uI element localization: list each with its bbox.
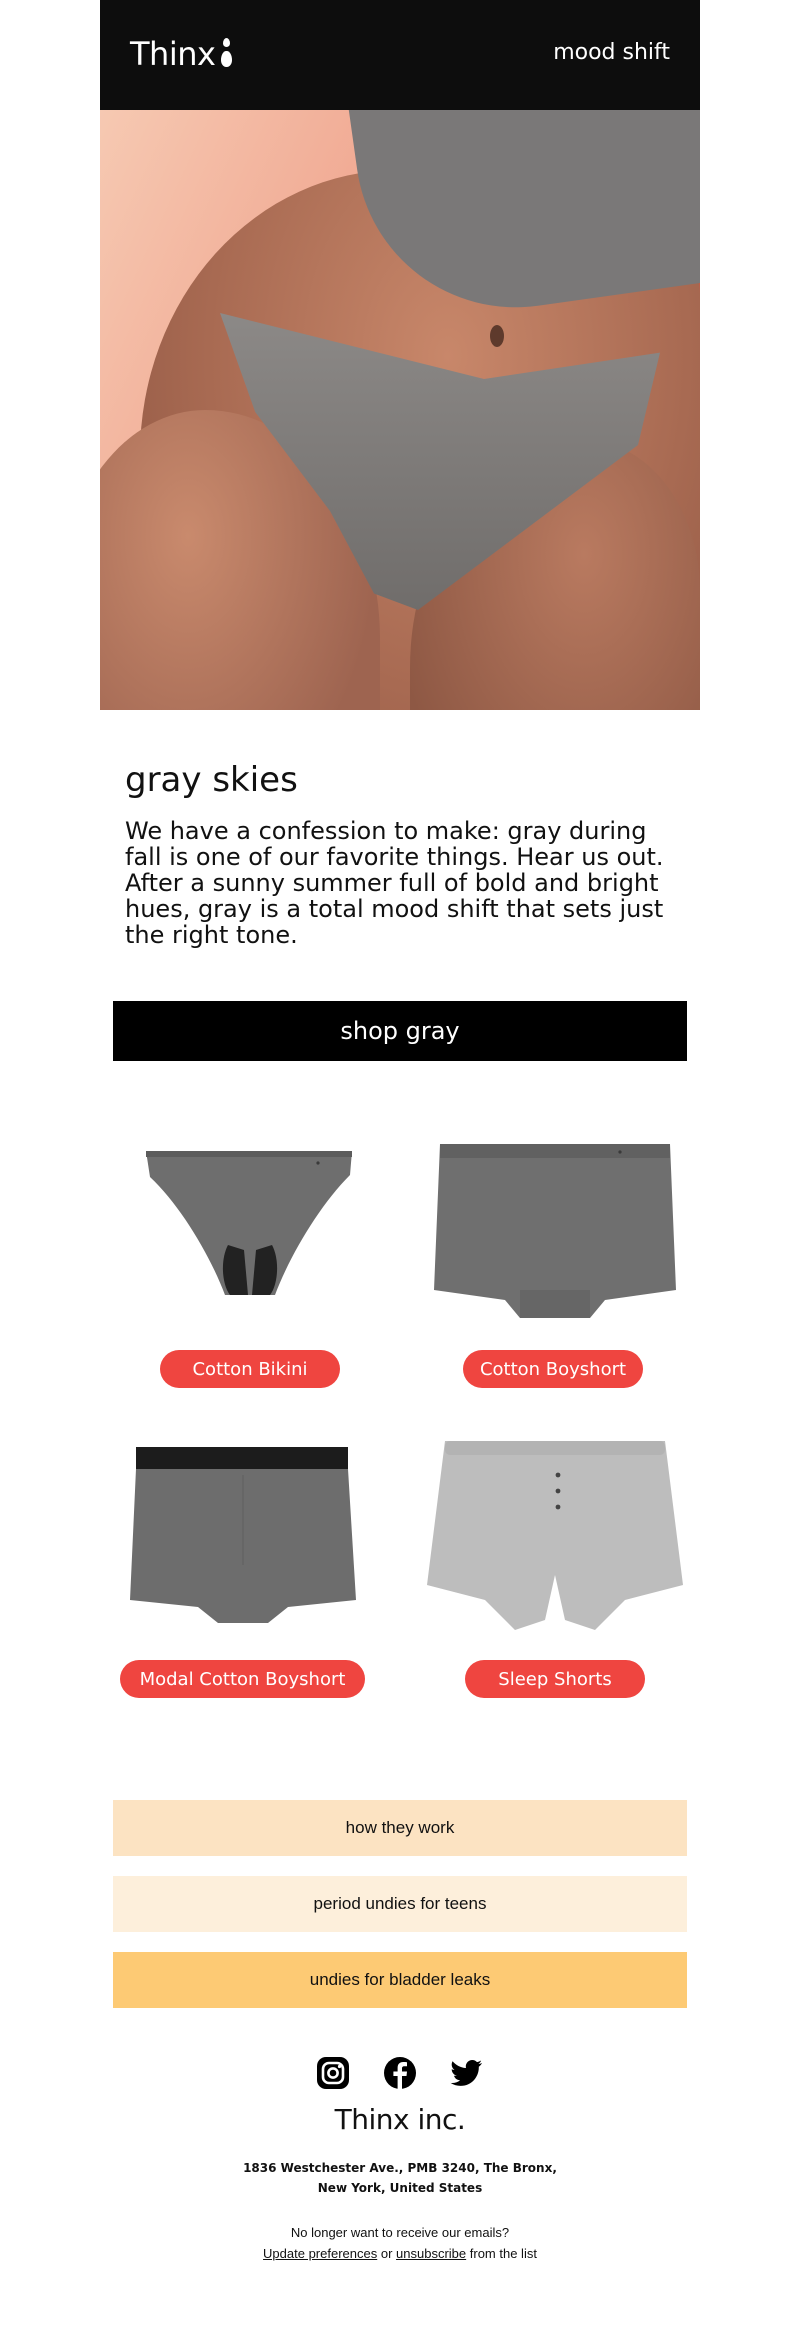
sleep-shorts-image[interactable]	[425, 1435, 685, 1640]
logo-text: Thinx	[130, 35, 216, 73]
modal-cotton-boyshort-image[interactable]	[128, 1445, 358, 1625]
footer-brand-suffix: inc.	[417, 2103, 466, 2136]
period-undies-teens-link[interactable]: period undies for teens	[113, 1876, 687, 1932]
cotton-bikini-button[interactable]: Cotton Bikini	[160, 1350, 340, 1388]
cotton-boyshort-button[interactable]: Cotton Boyshort	[463, 1350, 643, 1388]
update-preferences-link[interactable]: Update preferences	[263, 2246, 378, 2261]
section-title: gray skies	[125, 760, 298, 800]
hero-image[interactable]	[100, 110, 700, 710]
cotton-bikini-image[interactable]	[140, 1145, 360, 1305]
footer-brand-name: Thinx	[334, 2103, 410, 2136]
from-list-text: from the list	[469, 2246, 537, 2261]
instagram-icon[interactable]	[315, 2055, 351, 2091]
bladder-leaks-link[interactable]: undies for bladder leaks	[113, 1952, 687, 2008]
thinx-logo[interactable]	[130, 34, 233, 74]
unsubscribe-question: No longer want to receive our emails?	[290, 2225, 510, 2240]
unsubscribe-link[interactable]: unsubscribe	[396, 2246, 467, 2261]
header-tagline: mood shift	[553, 40, 670, 65]
or-text: or	[380, 2246, 393, 2261]
logo-drops-icon	[219, 36, 233, 72]
shop-gray-button[interactable]: shop gray	[113, 1001, 687, 1061]
unsubscribe-section	[100, 2222, 700, 2264]
how-they-work-link[interactable]: how they work	[113, 1800, 687, 1856]
section-body: We have a confession to make: gray during fall is one of our favorite things. Hear us out. After a sunny summer full of bold and bright hues, gray is a total mood shift that sets just the right tone.	[125, 817, 664, 949]
twitter-icon[interactable]	[448, 2055, 484, 2091]
footer-address: 1836 Westchester Ave., PMB 3240, The Bronx, New York, United States	[243, 2161, 557, 2195]
header	[100, 0, 700, 110]
cotton-boyshort-image[interactable]	[430, 1140, 680, 1320]
sleep-shorts-button[interactable]: Sleep Shorts	[465, 1660, 645, 1698]
facebook-icon[interactable]	[382, 2055, 418, 2091]
unsubscribe-line	[100, 2243, 700, 2264]
footer-brand	[100, 2103, 700, 2136]
modal-cotton-boyshort-button[interactable]: Modal Cotton Boyshort	[120, 1660, 365, 1698]
